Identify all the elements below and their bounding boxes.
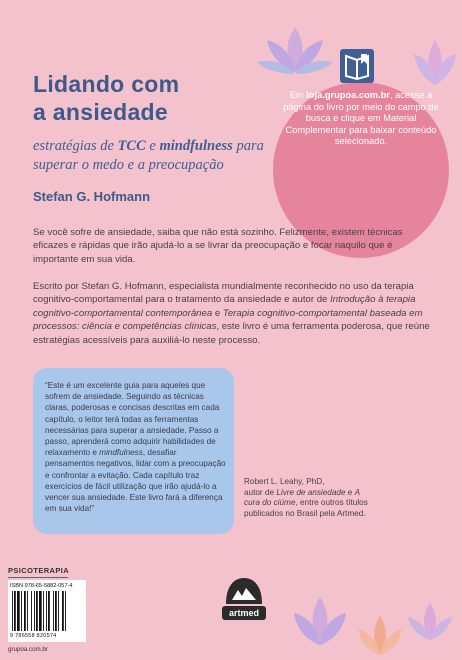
attribution-book: A cura do ciúme [244, 487, 360, 508]
quote-emphasis: mindfulness [99, 448, 143, 458]
quote-attribution [244, 477, 374, 519]
book-subtitle [33, 137, 283, 175]
book-title [33, 70, 273, 126]
promo-website-link[interactable]: loja.grupoa.com.br [306, 90, 390, 100]
book-reference: Terapia cognitivo-comportamental baseada em processos: ciência e competências clínicas [33, 307, 423, 333]
attribution-text: autor de [244, 487, 277, 497]
quote-text: , desafiar pensamentos negativos, lidar com a preocupação e confrontar a evitação. Cada capítulo traz exercícios de fácil utilização que irão ajudá-lo a vencer sua ansiedade. Este livro fará a diferença em sua vida!” [45, 448, 226, 514]
attribution-description [244, 488, 374, 520]
author-name: Stefan G. Hofmann [33, 189, 151, 204]
logo-text: artmed [228, 608, 260, 618]
promo-text [282, 90, 440, 148]
title-line-1: Lidando com [33, 71, 180, 97]
attribution-book: Livre de ansiedade [276, 487, 346, 497]
category-label: PSICOTERAPIA [8, 566, 70, 575]
category-divider [8, 577, 68, 578]
barcode-number: 9 786558 820574 [10, 633, 57, 639]
lotus-decoration-right-icon [408, 30, 462, 90]
attribution-text: e [345, 487, 355, 497]
title-line-2: a ansiedade [33, 99, 168, 125]
subtitle-text: estratégias de [33, 138, 118, 154]
paragraph-text: , este livro é uma ferramenta poderosa, que reúne estratégias acessíveis para auxiliá-lo neste processo. [33, 321, 430, 346]
attribution-name: Robert L. Leahy, PhD, [244, 477, 325, 486]
subtitle-text: para superar o medo e a preocupação [33, 138, 264, 173]
subtitle-tcc: TCC [117, 138, 146, 154]
barcode-icon [12, 591, 82, 631]
artmed-logo-icon [222, 574, 266, 624]
book-reference: Introdução à terapia cognitivo-comportamental contemporânea [33, 294, 416, 319]
body-paragraph-2 [33, 280, 433, 347]
promo-text-part: Em [289, 90, 307, 100]
body-paragraph-1: Se você sofre de ansiedade, saiba que não está sozinho. Felizmente, existem técnicas eficazes e rápidas que irão ajudá-lo a se livrar da preocupação e focar naquilo que é importante em sua vida. [33, 227, 403, 265]
quote-text: “Este é um excelente guia para aqueles que sofrem de ansiedade. Seguindo as técnicas claras, poderosas e concisas descritas em cada capítulo, o leitor terá todas as ferramentas necessárias para superar a ansiedade. Passo a passo, aprenderá como adquirir habilidades de relaxamento e [45, 381, 220, 458]
subtitle-mindfulness: mindfulness [159, 138, 233, 154]
publisher-website[interactable]: grupoa.com.br [8, 646, 48, 653]
promo-text-part: , acesse a página do livro por meio do campo de busca e clique em Material Complementar para baixar conteúdo selecionado. [283, 90, 439, 147]
lotus-decoration-bottom-icon [280, 585, 462, 660]
isbn-number: ISBN 978-65-5882-057-4 [10, 583, 73, 589]
paragraph-text: Escrito por Stefan G. Hofmann, especialista mundialmente reconhecido no uso da terapia cognitivo-comportamental para o tratamento da ansiedade e autor de [33, 281, 414, 306]
attribution-text: , entre outros títulos publicados no Brasil pela Artmed. [244, 498, 368, 518]
bookmark-book-icon [338, 46, 376, 86]
paragraph-text: e [212, 307, 223, 319]
testimonial-quote [45, 380, 227, 514]
subtitle-text: e [145, 138, 160, 154]
